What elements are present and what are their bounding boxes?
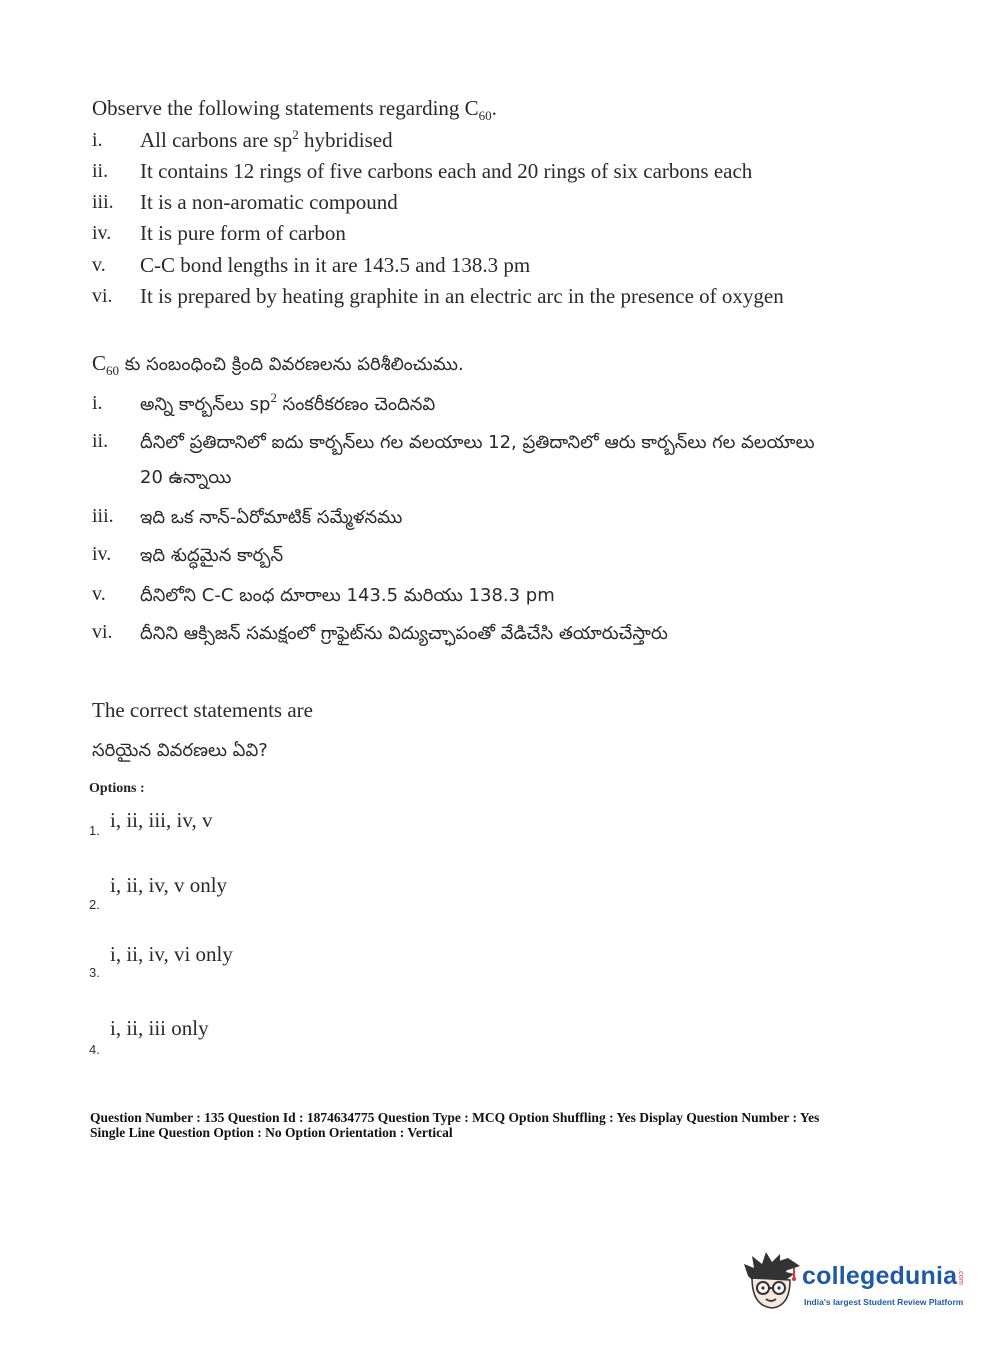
statement-number: vi. [92,621,113,643]
statement-text: It is pure form of carbon [140,221,346,245]
statement-text: It is prepared by heating graphite in an electric arc in the presence of oxygen [140,284,784,308]
statement-text: ఇది ఒక నాన్-ఏరోమాటిక్ సమ్మేళనము [140,507,403,528]
question-meta-line-2: Single Line Question Option : No Option Orientation : Vertical [90,1125,453,1140]
statement-text: దీనిలో ప్రతిదానిలో ఐదు కార్బన్‌లు గల వలయాలు 12, ప్రతిదానిలో ఆరు కార్బన్‌లు గల వలయాలు [140,432,815,453]
option-number: 4. [89,1042,100,1057]
statement-text: All carbons are $sp^2$ hybridised [140,127,393,152]
statement-text-continued: 20 ఉన్నాయి [140,467,232,488]
question-ask-te: సరియైన వివరణలు ఏవి? [92,740,268,761]
question-meta-line-1: Question Number : 135 Question Id : 1874634775 Question Type : MCQ Option Shuffling : Yes Display Question Number : Yes [90,1110,820,1125]
statement-number: iii. [92,505,114,527]
logo-wordmark: collegedunia.com [802,1262,965,1290]
statement-text: దీనిని ఆక్సిజన్ సమక్షంలో గ్రాఫైట్‌ను విద్యుచ్ఛాపంతో వేడిచేసి తయారుచేస్తారు [140,623,668,644]
statement-text: C-C bond lengths in it are 143.5 and 138.3 pm [140,253,531,277]
statement-number: i. [92,392,103,414]
option-number: 3. [89,965,100,980]
statement-text: అన్ని కార్బన్‌లు $sp^2$ సంకరీకరణం చెందినవి [140,390,436,415]
statement-text: It is a non-aromatic compound [140,190,398,214]
mascot-icon [742,1250,802,1318]
statement-number: i. [92,129,103,151]
option-text: i, ii, iii, iv, v [110,808,213,832]
logo-tagline: India's largest Student Review Platform [804,1297,964,1307]
option-text: i, ii, iv, v only [110,873,228,897]
statement-number: vi. [92,285,113,307]
statement-number: iv. [92,543,112,565]
option-number: 2. [89,897,100,912]
statement-number: ii. [92,430,109,452]
options-label: Options : [89,781,145,796]
collegedunia-logo [742,1250,972,1320]
statement-number: iii. [92,191,114,213]
statement-text: It contains 12 rings of five carbons each and 20 rings of six carbons each [140,159,753,183]
statement-number: v. [92,583,106,605]
option-text: i, ii, iii only [110,1016,209,1040]
statement-text: దీనిలోని C-C బంధ దూరాలు 143.5 మరియు 138.3 pm [140,585,555,606]
statement-number: v. [92,254,106,276]
statement-text: ఇది శుద్ధమైన కార్బన్ [140,545,284,566]
question-intro-te: $C_{60}$ కు సంబంధించి క్రింది వివరణలను పరిశీలించుము. [92,351,464,378]
question-intro-en: Observe the following statements regarding $C_{60}$. [92,96,497,123]
option-text: i, ii, iv, vi only [110,942,233,966]
question-ask-en: The correct statements are [92,698,313,722]
option-number: 1. [89,823,100,838]
statement-number: iv. [92,222,112,244]
statement-number: ii. [92,160,109,182]
